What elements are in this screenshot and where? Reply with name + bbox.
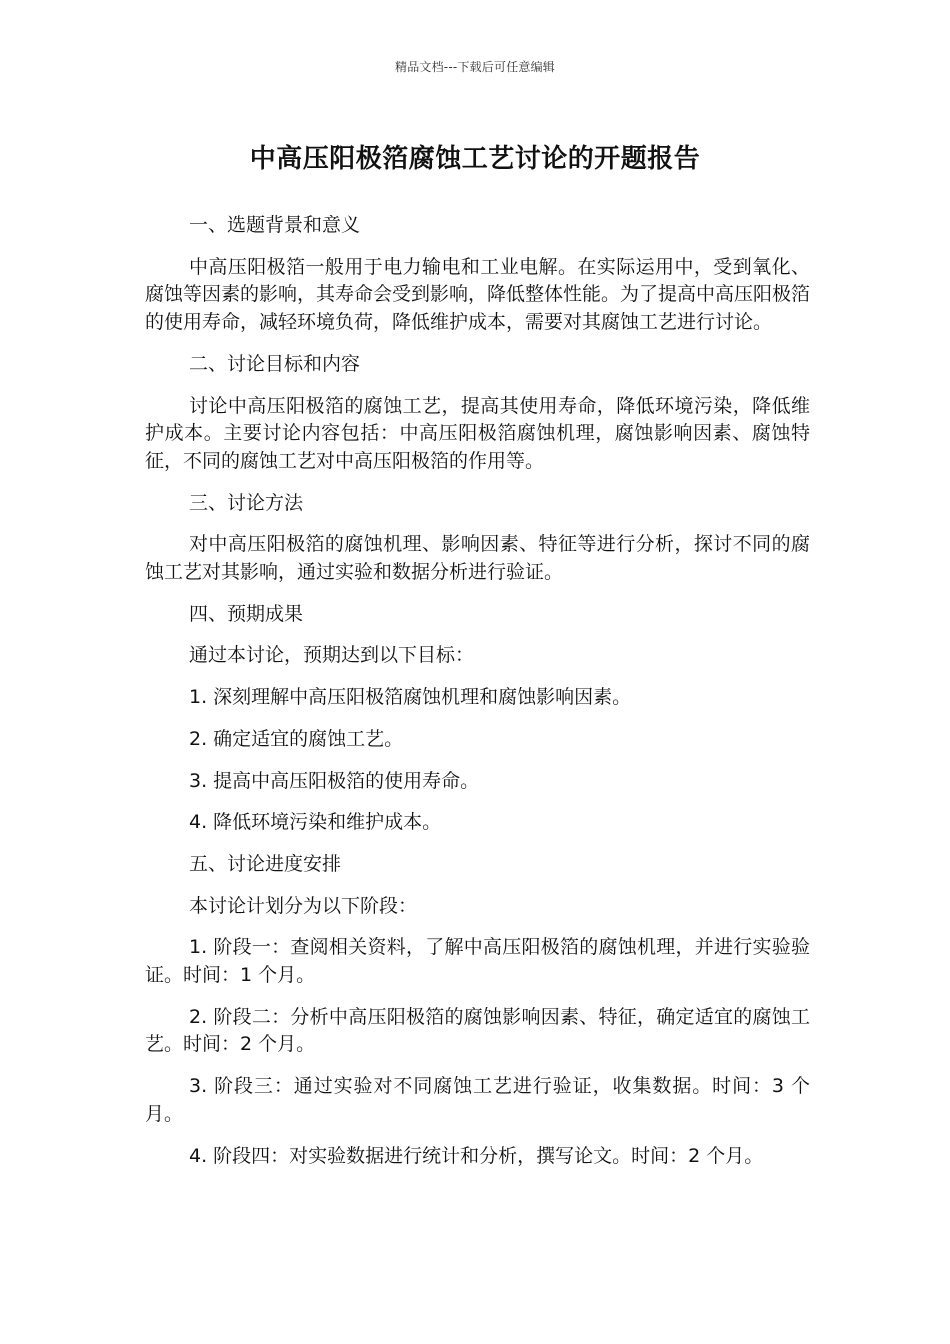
section-heading-methods: 三、讨论方法	[189, 491, 304, 514]
section-heading-outcomes: 四、预期成果	[189, 602, 304, 625]
section-heading-background: 一、选题背景和意义	[189, 214, 361, 236]
paragraph-outcomes-intro: 通过本讨论，预期达到以下目标：	[189, 644, 475, 667]
list-item-outcome-3: 3. 提高中高压阳极箔的使用寿命。	[189, 769, 480, 792]
document-body	[145, 212, 810, 1184]
list-item-outcome-1: 1. 深刻理解中高压阳极箔腐蚀机理和腐蚀影响因素。	[189, 686, 632, 709]
paragraph-background: 中高压阳极箔一般用于电力输电和工业电解。在实际运用中，受到氧化、腐蚀等因素的影响，其寿命会受到影响，降低整体性能。为了提高中高压阳极箔的使用寿命，减轻环境负荷，降低维护成本，需要对其腐蚀工艺进行讨论。	[145, 255, 811, 334]
header-note: 精品文档---下载后可任意编辑	[395, 60, 555, 74]
paragraph-goals: 讨论中高压阳极箔的腐蚀工艺，提高其使用寿命，降低环境污染，降低维护成本。主要讨论内容包括：中高压阳极箔腐蚀机理，腐蚀影响因素、腐蚀特征，不同的腐蚀工艺对中高压阳极箔的作用等。	[145, 394, 810, 472]
section-heading-schedule: 五、讨论进度安排	[189, 852, 342, 875]
paragraph-schedule-intro: 本讨论计划分为以下阶段：	[189, 894, 418, 917]
list-item-stage-4: 4. 阶段四：对实验数据进行统计和分析，撰写论文。时间：2 个月。	[189, 1144, 764, 1167]
paragraph-methods: 对中高压阳极箔的腐蚀机理、影响因素、特征等进行分析，探讨不同的腐蚀工艺对其影响，通过实验和数据分析进行验证。	[145, 533, 810, 584]
list-item-stage-1: 1. 阶段一：查阅相关资料，了解中高压阳极箔的腐蚀机理，并进行实验验证。时间：1 个月。	[145, 936, 810, 987]
section-heading-goals: 二、讨论目标和内容	[189, 352, 361, 375]
list-item-stage-2: 2. 阶段二：分析中高压阳极箔的腐蚀影响因素、特征，确定适宜的腐蚀工艺。时间：2 个月。	[145, 1005, 810, 1056]
list-item-stage-3: 3. 阶段三：通过实验对不同腐蚀工艺进行验证，收集数据。时间：3 个月。	[145, 1075, 810, 1125]
list-item-outcome-4: 4. 降低环境污染和维护成本。	[189, 811, 442, 834]
list-item-outcome-2: 2. 确定适宜的腐蚀工艺。	[189, 727, 404, 750]
document-title: 中高压阳极箔腐蚀工艺讨论的开题报告	[249, 144, 701, 174]
